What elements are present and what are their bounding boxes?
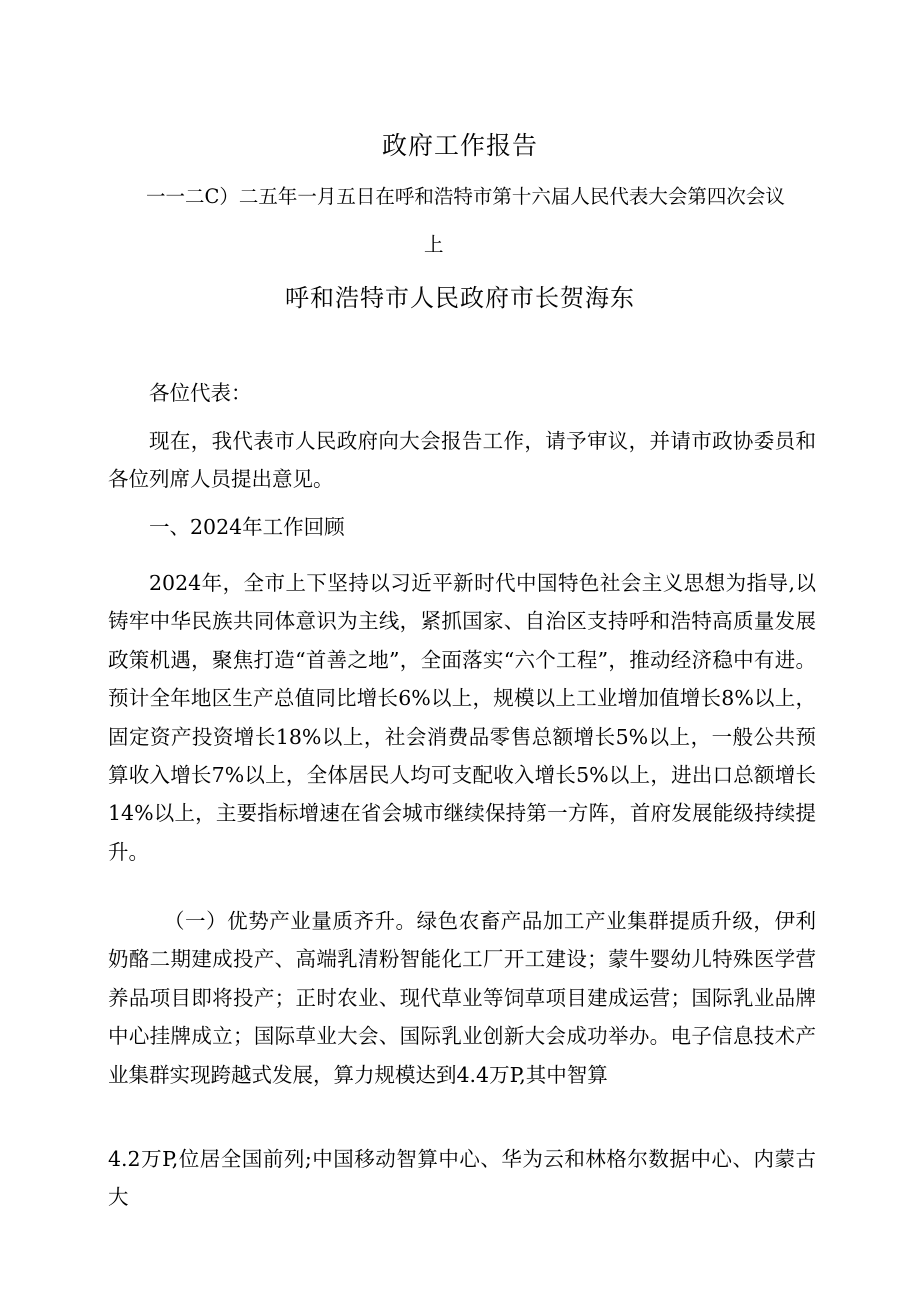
paragraph-industry-continued: 4.2万P,位居全国前列;中国移动智算中心、华为云和林格尔数据中心、内蒙古大 (108, 1147, 816, 1210)
section-heading-review: 一、2024年工作回顾 (149, 515, 345, 539)
paragraph-opening: 现在，我代表市人民政府向大会报告工作，请予审议，并请市政协委员和各位列席人员提出意见。 (108, 429, 816, 492)
document-subtitle: 一一二C）二五年一月五日在呼和浩特市第十六届人民代表大会第四次会议 (146, 185, 785, 208)
paragraph-review-summary: 2024年，全市上下坚持以习近平新时代中国特色社会主义思想为指导,以铸牢中华民族共同体意识为主线，紧抓国家、自治区支持呼和浩特高质量发展政策机遇，聚焦打造“首善之地”，全面落实“六个工程”，推动经济稳中有进。预计全年地区生产总值同比增长6%以上，规模以上工业增加值增长8%以上，固定资产投资增长18%以上，社会消费品零售总额增长5%以上，一般公共预算收入增长7%以上，全体居民人均可支配收入增长5%以上，进出口总额增长14%以上，主要指标增速在省会城市继续保持第一方阵，首府发展能级持续提升。 (108, 571, 816, 864)
document-subtitle-continuation: 上 (424, 233, 444, 256)
document-title: 政府工作报告 (381, 131, 538, 160)
paragraph-industry: （一）优势产业量质齐升。绿色农畜产品加工产业集群提质升级，伊利奶酪二期建成投产、高端乳清粉智能化工厂开工建设；蒙牛婴幼儿特殊医学营养品项目即将投产；正时农业、现代草业等饲草项目建成运营；国际乳业品牌中心挂牌成立；国际草业大会、国际乳业创新大会成功举办。电子信息技术产业集群实现跨越式发展，算力规模达到4.4万P,其中智算 (108, 909, 816, 1087)
document-author: 呼和浩特市人民政府市长贺海东 (285, 284, 635, 312)
salutation: 各位代表： (149, 381, 252, 405)
